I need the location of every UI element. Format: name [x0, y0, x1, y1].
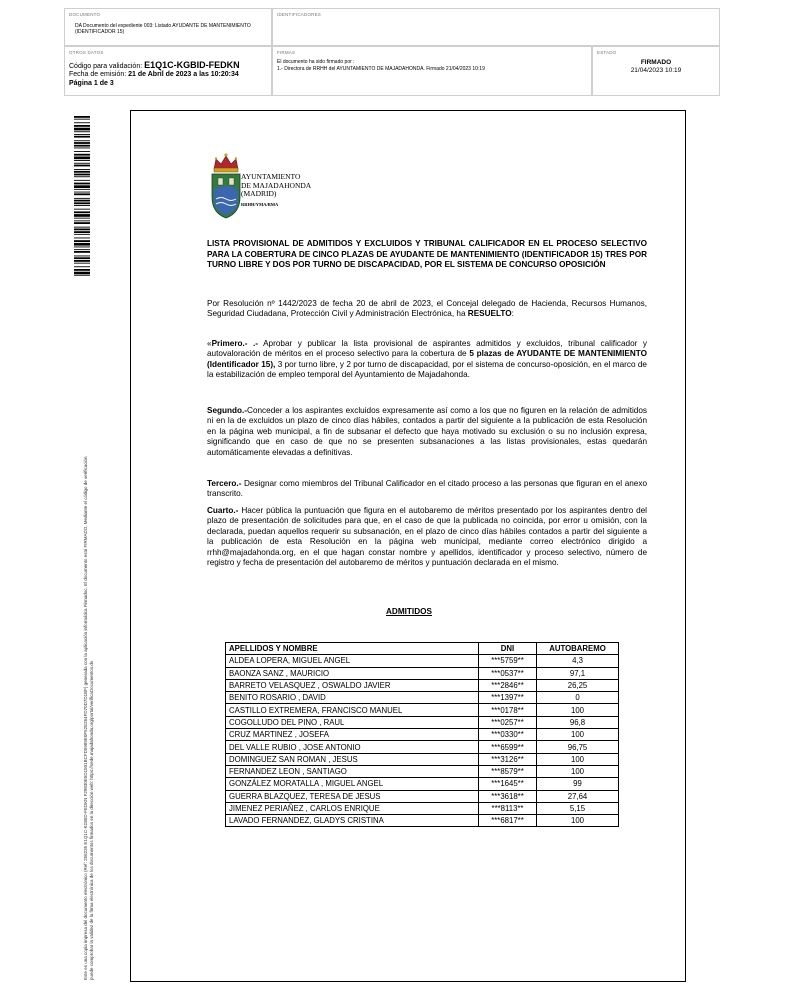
cell-name: JIMENEZ PERIAÑEZ , CARLOS ENRIQUE	[226, 802, 479, 814]
cell-dni: ***0537**	[479, 667, 537, 679]
cuarto-text: Hacer pública la puntuación que figura en el autobaremo de méritos presentado por los aspirantes dentro del plazo de presentación de solicitudes para que, en el caso de que la publicada no coincida, por error u omisión, con la declarada, puedan aquellos requerir su subsanación, en el plazo de cinco días hábiles contados a partir del siguiente a la publicación de esta Resolución en la página web municipal, mediante correo electrónico dirigido a rrhh@majadahonda.org, en el que hagan constar nombre y apellidos, identificador y proceso selectivo, número de registro y fecha de presentación del autobaremo de méritos y puntuación declarada en el mismo.	[207, 506, 647, 568]
firmas-line1: El documento ha sido firmado por :	[277, 59, 355, 65]
tercero-paragraph	[207, 479, 647, 500]
cell-dni: ***1645**	[479, 778, 537, 790]
table-row	[226, 704, 619, 716]
table-body	[226, 655, 619, 827]
table-row	[226, 802, 619, 814]
cell-dni: ***8579**	[479, 765, 537, 777]
letterhead-line3: (MADRID)	[241, 189, 277, 198]
tercero-text: Designar como miembros del Tribunal Calificador en el citado proceso a las personas que figuran en el anexo transcrito.	[207, 479, 647, 499]
segundo-paragraph	[207, 406, 647, 458]
firmas-line2: 1.- Directora de RRHH del AYUNTAMIENTO DE MAJADAHONDA. Firmado 21/04/2023 10:19	[277, 66, 485, 72]
cell-name: BENITO ROSARIO , DAVID	[226, 692, 479, 704]
primero-prefix: «	[207, 339, 212, 348]
cell-name: CASTILLO EXTREMERA, FRANCISCO MANUEL	[226, 704, 479, 716]
cell-name: DOMINGUEZ SAN ROMAN , JESUS	[226, 753, 479, 765]
cell-dni: ***8113**	[479, 802, 537, 814]
table-row	[226, 692, 619, 704]
letterhead	[241, 173, 311, 209]
cell-name: ALDEA LOPERA, MIGUEL ANGEL	[226, 655, 479, 667]
cell-autobaremo: 5,15	[537, 802, 619, 814]
table-row	[226, 790, 619, 802]
document-title: LISTA PROVISIONAL DE ADMITIDOS Y EXCLUIDOS Y TRIBUNAL CALIFICADOR EN EL PROCESO SELECTIVO PARA LA COBERTURA DE CINCO PLAZAS DE AYUDANTE DE MANTENIMIENTO (IDENTIFICADOR 15) TRES POR TURNO LIBRE Y DOS POR TURNO DE DISCAPACIDAD, POR EL SISTEMA DE CONCURSO OPOSICIÓN	[207, 239, 647, 269]
table-row	[226, 765, 619, 777]
intro-end: :	[511, 309, 514, 319]
cell-autobaremo: 100	[537, 815, 619, 827]
coat-of-arms-icon	[208, 151, 244, 221]
cell-name: COGOLLUDO DEL PINO , RAUL	[226, 716, 479, 728]
table-row	[226, 655, 619, 667]
cuarto-label: Cuarto.-	[207, 506, 239, 515]
document-page	[130, 110, 686, 982]
letterhead-line1: AYUNTAMIENTO	[241, 172, 301, 181]
cell-name: GONZÁLEZ MORATALLA , MIGUEL ANGEL	[226, 778, 479, 790]
header-identificadores-label: IDENTIFICADORES	[277, 12, 322, 17]
issue-date: 21 de Abril de 2023 a las 10:20:34	[128, 71, 239, 78]
header-estado-label: ESTADO	[597, 50, 617, 55]
header-documento-text: DA Documento del expediente 003: Listado AYUDANTE DE MANTENIMIENTO (IDENTIFICADOR 15)	[75, 23, 251, 35]
admitidos-table	[225, 642, 619, 827]
side-note-line1: Este es una copia impresa del documento electrónico (Ref: 256235 E1Q1C-KGBID-FEDKN F29830E5D1501BCFD5989E0F52E264FD70D7D1BF) generada con la aplicación informática Firmadoc. El documento está FIRMADO. Mediante el código de verificación	[83, 456, 88, 980]
status-date: 21/04/2023 10:19	[630, 67, 682, 74]
header-firmas-cell	[272, 46, 592, 96]
issue-date-label: Fecha de emisión:	[69, 71, 127, 78]
column-header-name: APELLIDOS Y NOMBRE	[226, 643, 479, 655]
tercero-label: Tercero.-	[207, 479, 242, 488]
letterhead-reference: RRHH/YMA/BMA	[241, 201, 279, 207]
validation-code: E1Q1C-KGBID-FEDKN	[144, 60, 240, 70]
cell-autobaremo: 27,64	[537, 790, 619, 802]
cell-autobaremo: 100	[537, 753, 619, 765]
cell-autobaremo: 100	[537, 765, 619, 777]
table-row	[226, 679, 619, 691]
cell-name: FERNANDEZ LEON , SANTIAGO	[226, 765, 479, 777]
cell-dni: ***0330**	[479, 729, 537, 741]
barcode-icon	[74, 116, 90, 276]
primero-text1: Aprobar y publicar la lista provisional de aspirantes admitidos y excluidos, tribunal calificador y autovaloración de méritos en el proceso selectivo para la cobertura de	[207, 339, 647, 359]
header-estado-cell	[592, 46, 720, 96]
side-note-line2: puede comprobar la validez de la firma electrónica de los documentos firmados en la dirección web: https://sede.majadahonda.org/portal/verificaDocumentos.do	[89, 660, 94, 980]
table-row	[226, 778, 619, 790]
cell-dni: ***3126**	[479, 753, 537, 765]
status-badge: FIRMADO	[640, 59, 672, 66]
primero-paragraph	[207, 339, 647, 381]
cell-dni: ***2846**	[479, 679, 537, 691]
cell-name: DEL VALLE RUBIO , JOSE ANTONIO	[226, 741, 479, 753]
cell-autobaremo: 100	[537, 704, 619, 716]
admitidos-heading: ADMITIDOS	[386, 607, 432, 616]
primero-bold: 5 plazas de AYUDANTE DE MANTENIMIENTO (Identificador 15),	[207, 349, 647, 369]
cell-name: LAVADO FERNANDEZ, GLADYS CRISTINA	[226, 815, 479, 827]
cell-name: BARRETO VELASQUEZ , OSWALDO JAVIER	[226, 679, 479, 691]
table-header-row	[226, 643, 619, 655]
cell-autobaremo: 96,75	[537, 741, 619, 753]
cell-autobaremo: 26,25	[537, 679, 619, 691]
table-row	[226, 667, 619, 679]
cell-autobaremo: 100	[537, 729, 619, 741]
table-row	[226, 815, 619, 827]
header-otros-datos-cell	[64, 46, 272, 96]
cell-name: CRUZ MARTINEZ , JOSEFA	[226, 729, 479, 741]
cell-autobaremo: 4,3	[537, 655, 619, 667]
cell-dni: ***1397**	[479, 692, 537, 704]
cell-autobaremo: 96,8	[537, 716, 619, 728]
cell-dni: ***0257**	[479, 716, 537, 728]
header-documento-cell	[64, 8, 272, 46]
signature-header	[64, 8, 720, 96]
cell-dni: ***3618**	[479, 790, 537, 802]
cell-autobaremo: 99	[537, 778, 619, 790]
intro-resuelto: RESUELTO	[467, 309, 512, 319]
cell-autobaremo: 97,1	[537, 667, 619, 679]
column-header-dni: DNI	[479, 643, 537, 655]
column-header-autobaremo: AUTOBAREMO	[537, 643, 619, 655]
intro-paragraph	[207, 299, 647, 320]
segundo-text: Conceder a los aspirantes excluidos expresamente así como a los que no figuren en la relación de admitidos ni en la de excluidos un plazo de cinco días hábiles, contados a partir del siguiente a la publicación de esta Resolución en la página web municipal, a fin de subsanar el defecto que haya motivado su exclusión o su no inclusión expresa, significando que en caso de que no se presenten subsanaciones a las listas provisionales, estas quedarán automáticamente elevadas a definitivas.	[207, 406, 647, 457]
page-counter: Página 1 de 3	[69, 80, 114, 87]
header-identificadores-cell	[272, 8, 720, 46]
cell-dni: ***0178**	[479, 704, 537, 716]
cell-name: GUERRA BLAZQUEZ, TERESA DE JESUS	[226, 790, 479, 802]
table-row	[226, 716, 619, 728]
intro-text: Por Resolución nº 1442/2023 de fecha 20 de abril de 2023, el Concejal delegado de Hacienda, Recursos Humanos, Seguridad Ciudadana, Protección Civil y Administración Electrónica, ha	[207, 299, 647, 319]
table-row	[226, 753, 619, 765]
cell-dni: ***5759**	[479, 655, 537, 667]
table-row	[226, 741, 619, 753]
primero-label: Primero.- .-	[211, 339, 259, 348]
cell-dni: ***6817**	[479, 815, 537, 827]
cell-dni: ***6599**	[479, 741, 537, 753]
cell-autobaremo: 0	[537, 692, 619, 704]
letterhead-line2: DE MAJADAHONDA	[241, 180, 312, 190]
validation-code-label: Código para validación:	[69, 63, 143, 70]
verification-side-note	[83, 280, 95, 980]
header-otros-datos-label: OTROS DATOS	[69, 50, 104, 55]
primero-text2: 3 por turno libre, y 2 por turno de discapacidad, por el sistema de concurso-oposición, en el marco de la estabilización de empleo temporal del Ayuntamiento de Majadahonda.	[207, 359, 647, 380]
cell-name: BAONZA SANZ , MAURICIO	[226, 667, 479, 679]
header-documento-label: DOCUMENTO	[69, 12, 101, 17]
segundo-label: Segundo.-	[207, 406, 248, 415]
cuarto-paragraph	[207, 506, 647, 568]
header-firmas-label: FIRMAS	[277, 50, 296, 55]
table-row	[226, 729, 619, 741]
